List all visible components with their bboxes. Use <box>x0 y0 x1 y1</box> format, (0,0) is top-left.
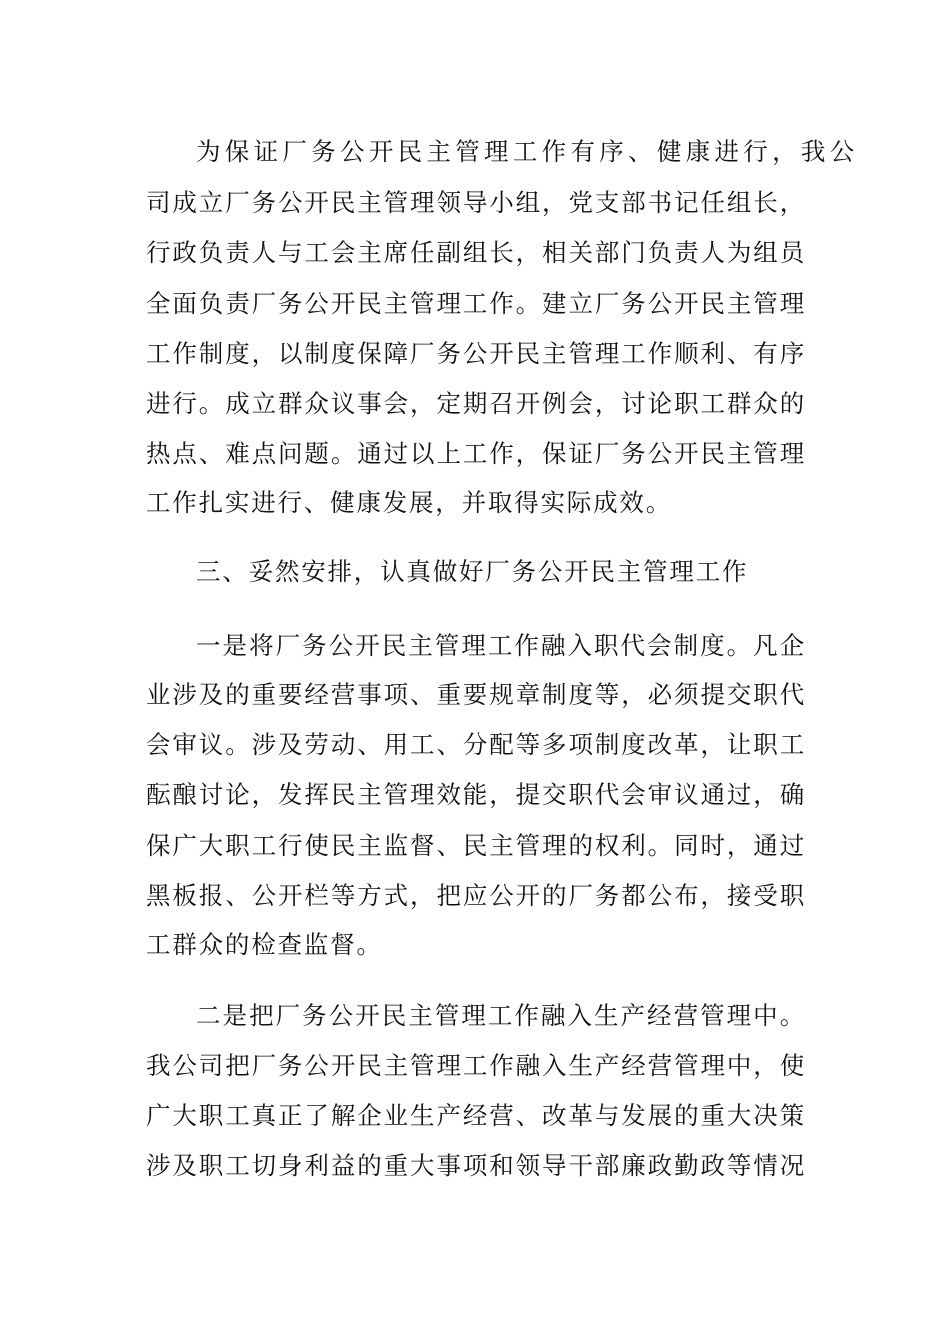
paragraph-line: 全面负责厂务公开民主管理工作。建立厂务公开民主管理 <box>146 289 806 318</box>
paragraph-line: 进行。成立群众议事会，定期召开例会，讨论职工群众的 <box>146 389 806 418</box>
paragraph-line: 会审议。涉及劳动、用工、分配等多项制度改革，让职工 <box>146 730 806 759</box>
paragraph-line: 我公司把厂务公开民主管理工作融入生产经营管理中，使 <box>146 1051 806 1080</box>
paragraph-line: 为保证厂务公开民主管理工作有序、健康进行，我公 <box>196 137 856 166</box>
paragraph-line: 行政负责人与工会主席任副组长，相关部门负责人为组员 <box>146 238 806 267</box>
paragraph-line: 司成立厂务公开民主管理领导小组，党支部书记任组长， <box>146 188 806 217</box>
paragraph-line: 黑板报、公开栏等方式，把应公开的厂务都公布，接受职 <box>146 881 806 910</box>
paragraph-line: 工作扎实进行、健康发展，并取得实际成效。 <box>146 488 672 517</box>
paragraph-line: 工作制度，以制度保障厂务公开民主管理工作顺利、有序 <box>146 339 806 368</box>
paragraph-line: 涉及职工切身利益的重大事项和领导干部廉政勤政等情况 <box>146 1151 806 1180</box>
paragraph-line: 热点、难点问题。通过以上工作，保证厂务公开民主管理 <box>146 439 806 468</box>
paragraph-line: 工群众的检查监督。 <box>146 930 383 959</box>
section-heading: 三、妥然安排，认真做好厂务公开民主管理工作 <box>196 557 749 586</box>
paragraph-line: 二是把厂务公开民主管理工作融入生产经营管理中。 <box>196 1001 806 1030</box>
paragraph-line: 一是将厂务公开民主管理工作融入职代会制度。凡企 <box>196 631 806 660</box>
paragraph-line: 广大职工真正了解企业生产经营、改革与发展的重大决策 <box>146 1101 806 1130</box>
paragraph-line: 业涉及的重要经营事项、重要规章制度等，必须提交职代 <box>146 680 806 709</box>
paragraph-line: 酝酿讨论，发挥民主管理效能，提交职代会审议通过，确 <box>146 780 806 809</box>
paragraph-line: 保广大职工行使民主监督、民主管理的权利。同时，通过 <box>146 831 806 860</box>
